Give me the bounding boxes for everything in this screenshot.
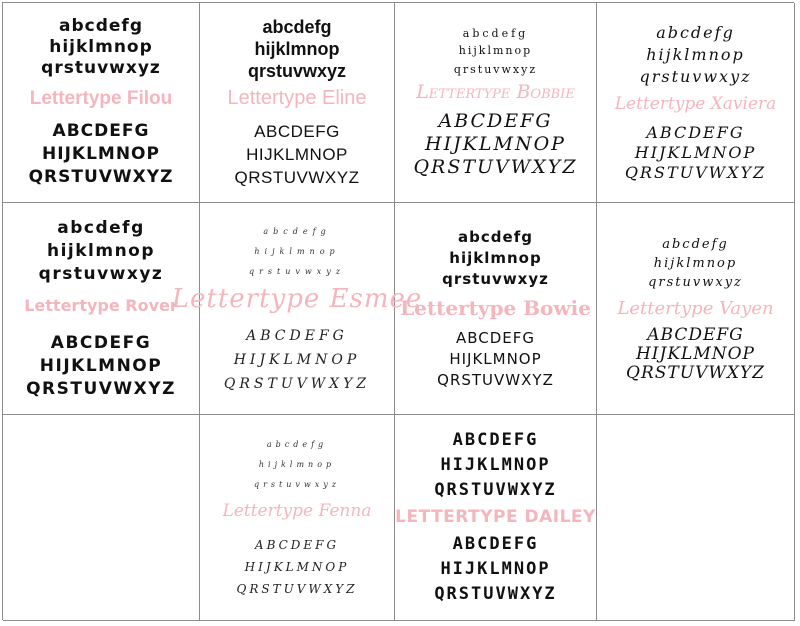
uppercase-line: QRSTUVWXYZ xyxy=(236,582,358,596)
lowercase-line: qrstuvwxyz xyxy=(453,62,538,76)
lowercase-line: qrstuvwxyz xyxy=(41,58,161,78)
lowercase-line: abcdefg xyxy=(662,236,729,252)
lowercase-line: qrstuvwxyz xyxy=(248,266,346,276)
font-sample-rover xyxy=(3,203,200,415)
font-sample-esmee xyxy=(171,203,423,415)
uppercase-line: HIJKLMNOP xyxy=(635,343,755,364)
uppercase-line: QRSTUVWXYZ xyxy=(434,584,557,604)
uppercase-line: QRSTUVWXYZ xyxy=(26,378,176,399)
uppercase-line: HIJKLMNOP xyxy=(634,143,757,162)
lowercase-line: hijklmnop xyxy=(653,255,738,271)
font-sample-sheet xyxy=(2,2,794,620)
empty-cell xyxy=(597,415,795,621)
uppercase-line: QRSTUVWXYZ xyxy=(223,375,371,392)
font-sample-bowie xyxy=(395,203,597,415)
uppercase-line: QRSTUVWXYZ xyxy=(624,163,767,182)
font-name: Lettertype Xaviera xyxy=(614,94,777,114)
lowercase-line: qrstuvwxyz xyxy=(253,480,341,489)
font-sample-dailey xyxy=(395,415,597,621)
uppercase-line: ABCDEFG xyxy=(246,327,348,344)
uppercase-line: HIJKLMNOP xyxy=(233,351,361,368)
uppercase-line: HIJKLMNOP xyxy=(440,455,551,475)
font-sample-vayen xyxy=(597,203,795,415)
lowercase-line: qrstuvwxyz xyxy=(648,274,743,290)
lowercase-line: qrstuvwxyz xyxy=(247,61,347,81)
uppercase-line: QRSTUVWXYZ xyxy=(437,370,554,389)
uppercase-line: ABCDEFG xyxy=(50,332,152,353)
lowercase-line: hijklmnop xyxy=(646,45,745,64)
uppercase-line: ABCDEFG xyxy=(647,324,744,345)
lowercase-line: hijklmnop xyxy=(449,248,542,267)
font-name: Lettertype Bowie xyxy=(400,295,591,320)
lowercase-line: qrstuvwxyz xyxy=(639,67,752,86)
lowercase-line: hijklmnop xyxy=(49,37,153,57)
lowercase-line: qrstuvwxyz xyxy=(38,263,164,284)
lowercase-line: abcdefg xyxy=(656,23,735,42)
lowercase-line: hijklmnop xyxy=(254,39,340,59)
uppercase-line: HIJKLMNOP xyxy=(449,349,542,368)
lowercase-line: abcdefg xyxy=(262,17,332,37)
font-name: Lettertype Bobbie xyxy=(416,80,575,103)
lowercase-line: abcdefg xyxy=(263,226,331,236)
uppercase-line: QRSTUVWXYZ xyxy=(234,168,360,187)
empty-cell xyxy=(3,415,200,621)
font-name: Lettertype Rover xyxy=(24,295,178,315)
font-name: Lettertype Esmee xyxy=(171,283,423,314)
uppercase-line: ABCDEFG xyxy=(52,121,150,141)
lowercase-line: abcdefg xyxy=(462,26,529,40)
lowercase-line: abcdefg xyxy=(59,16,143,36)
uppercase-line: ABCDEFG xyxy=(438,109,553,132)
lowercase-line: hijklmnop xyxy=(458,43,533,57)
lowercase-line: hijklmnop xyxy=(258,460,336,469)
uppercase-line: QRSTUVWXYZ xyxy=(626,362,765,383)
font-sample-xaviera xyxy=(597,3,795,203)
lowercase-line: abcdefg xyxy=(458,227,533,246)
uppercase-line: HIJKLMNOP xyxy=(425,132,566,155)
font-name: LETTERTYPE DAILEY xyxy=(395,507,596,527)
font-name: Lettertype Vayen xyxy=(617,297,774,319)
uppercase-line: HIJKLMNOP xyxy=(42,144,160,164)
lowercase-line: qrstuvwxyz xyxy=(442,269,549,288)
lowercase-line: hijklmnop xyxy=(254,246,340,256)
uppercase-line: ABCDEFG xyxy=(254,538,340,552)
font-name: Lettertype Fenna xyxy=(222,501,372,521)
uppercase-line: HIJKLMNOP xyxy=(39,355,163,376)
font-name: Lettertype Eline xyxy=(227,87,367,109)
uppercase-line: ABCDEFG xyxy=(452,430,539,450)
uppercase-line: ABCDEFG xyxy=(452,534,539,554)
uppercase-line: HIJKLMNOP xyxy=(246,145,348,164)
uppercase-line: QRSTUVWXYZ xyxy=(434,480,557,500)
uppercase-line: ABCDEFG xyxy=(646,123,745,142)
font-sample-filou xyxy=(3,3,200,203)
uppercase-line: QRSTUVWXYZ xyxy=(413,155,578,178)
font-sample-bobbie xyxy=(395,3,597,203)
font-name: Lettertype Filou xyxy=(29,88,173,109)
lowercase-line: abcdefg xyxy=(266,440,328,449)
uppercase-line: HIJKLMNOP xyxy=(244,560,350,574)
uppercase-line: ABCDEFG xyxy=(455,328,536,347)
uppercase-line: HIJKLMNOP xyxy=(440,559,551,579)
font-sample-fenna xyxy=(200,415,395,621)
font-sample-eline xyxy=(200,3,395,203)
uppercase-line: QRSTUVWXYZ xyxy=(28,167,174,187)
lowercase-line: abcdefg xyxy=(57,217,145,238)
lowercase-line: hijklmnop xyxy=(46,240,156,261)
uppercase-line: ABCDEFG xyxy=(254,122,340,141)
